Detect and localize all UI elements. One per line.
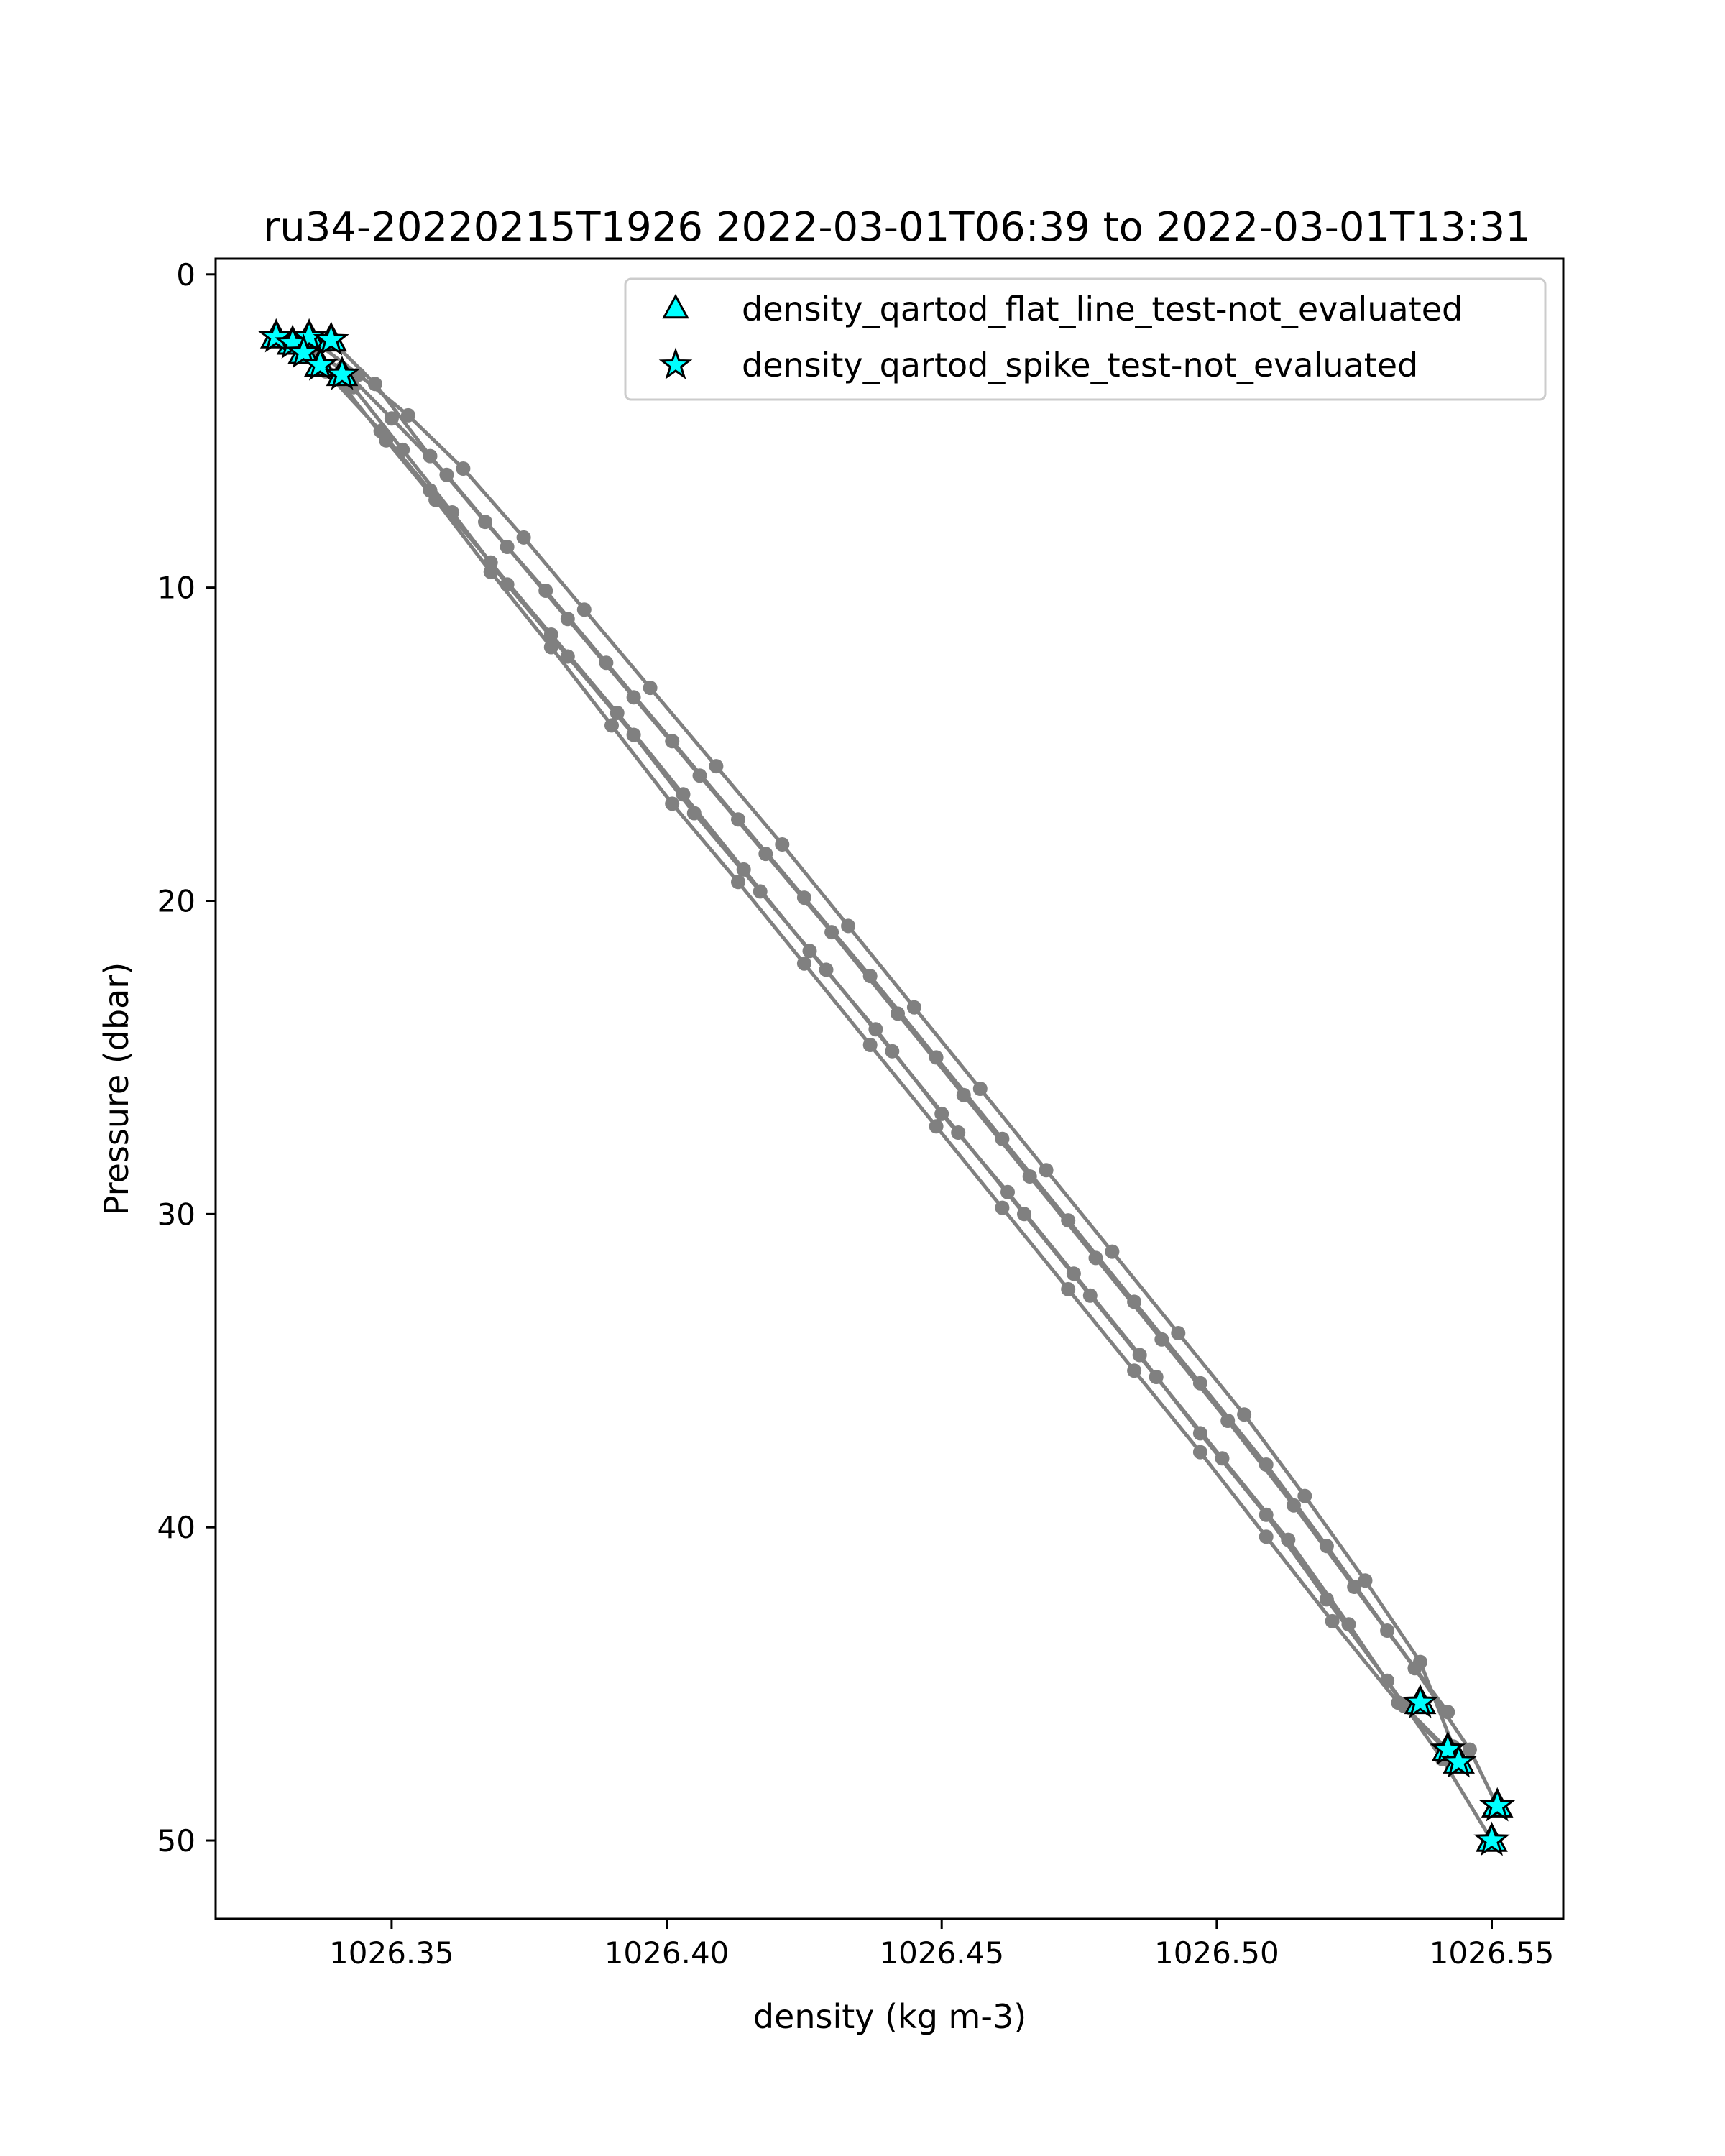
profile-point: [1259, 1457, 1274, 1472]
legend-entry-label: density_qartod_spike_test-not_evaluated: [742, 346, 1419, 384]
profile-point: [1193, 1445, 1208, 1460]
profile-point: [1171, 1326, 1185, 1340]
profile-point: [1083, 1289, 1098, 1303]
profile-point: [731, 812, 745, 826]
profile-point: [1061, 1213, 1075, 1227]
profile-point: [599, 655, 613, 670]
profile-point: [643, 681, 658, 695]
profile-point: [1017, 1207, 1031, 1221]
profile-point: [797, 957, 811, 971]
profile-point: [709, 759, 723, 773]
profile-point: [1259, 1529, 1274, 1544]
y-tick-label: 50: [157, 1823, 196, 1859]
profile-point: [456, 461, 470, 476]
profile-point: [885, 1044, 899, 1059]
x-tick-label: 1026.40: [604, 1935, 730, 1971]
profile-point: [995, 1201, 1009, 1215]
profile-point: [929, 1050, 944, 1064]
profile-point: [1342, 1617, 1356, 1631]
profile-point: [797, 890, 811, 905]
y-tick-label: 10: [157, 570, 196, 606]
profile-point: [1061, 1282, 1075, 1296]
y-tick-label: 30: [157, 1197, 196, 1233]
profile-point: [665, 796, 679, 811]
profile-point: [819, 962, 834, 977]
y-axis-label: Pressure (dbar): [97, 962, 136, 1216]
profile-point: [929, 1119, 944, 1133]
profile-point: [478, 515, 492, 529]
profile-point: [731, 875, 745, 889]
profile-point: [1440, 1705, 1455, 1719]
profile-point: [1297, 1489, 1312, 1503]
profile-point: [1325, 1614, 1340, 1628]
profile-point: [627, 728, 641, 742]
profile-point: [863, 969, 878, 983]
profile-point: [1320, 1539, 1334, 1553]
profile-point: [500, 577, 515, 591]
chart-title: ru34-20220215T1926 2022-03-01T06:39 to 2022-03-01T13:31: [263, 204, 1531, 251]
profile-point: [1358, 1573, 1373, 1588]
x-tick-label: 1026.55: [1429, 1935, 1555, 1971]
profile-point: [995, 1132, 1009, 1146]
profile-point: [577, 602, 592, 617]
profile-point: [368, 377, 382, 391]
profile-point: [665, 734, 679, 748]
profile-point: [1215, 1451, 1230, 1465]
profile-point: [1380, 1623, 1394, 1638]
profile-point: [1237, 1407, 1251, 1422]
profile-point: [1127, 1294, 1141, 1309]
profile-point: [538, 584, 553, 598]
profile-point: [604, 718, 619, 732]
profile-point: [951, 1125, 965, 1140]
profile-point: [1039, 1163, 1054, 1177]
legend-entry-label: density_qartod_flat_line_test-not_evaluated: [742, 290, 1463, 328]
profile-point: [973, 1082, 988, 1096]
profile-point: [1193, 1376, 1208, 1391]
profile-point: [561, 650, 575, 664]
x-tick-label: 1026.50: [1154, 1935, 1279, 1971]
y-tick-label: 0: [176, 257, 196, 292]
x-tick-label: 1026.45: [879, 1935, 1005, 1971]
x-axis-label: density (kg m-3): [753, 1997, 1027, 2036]
profile-point: [395, 443, 410, 457]
profile-point: [753, 884, 768, 898]
profile-point: [841, 918, 855, 933]
profile-point: [445, 505, 459, 520]
x-tick-label: 1026.35: [329, 1935, 454, 1971]
profile-point: [1127, 1363, 1141, 1378]
profile-point: [907, 1000, 921, 1015]
profile-point: [1281, 1533, 1295, 1547]
profile-point: [775, 837, 789, 852]
profile-point: [423, 449, 438, 464]
y-tick-label: 20: [157, 883, 196, 919]
profile-point: [1149, 1370, 1164, 1384]
legend: [625, 279, 1545, 400]
y-tick-label: 40: [157, 1510, 196, 1546]
profile-point: [1105, 1245, 1119, 1259]
profile-point: [687, 806, 702, 821]
profile-point: [863, 1038, 878, 1052]
profile-point: [517, 530, 531, 545]
